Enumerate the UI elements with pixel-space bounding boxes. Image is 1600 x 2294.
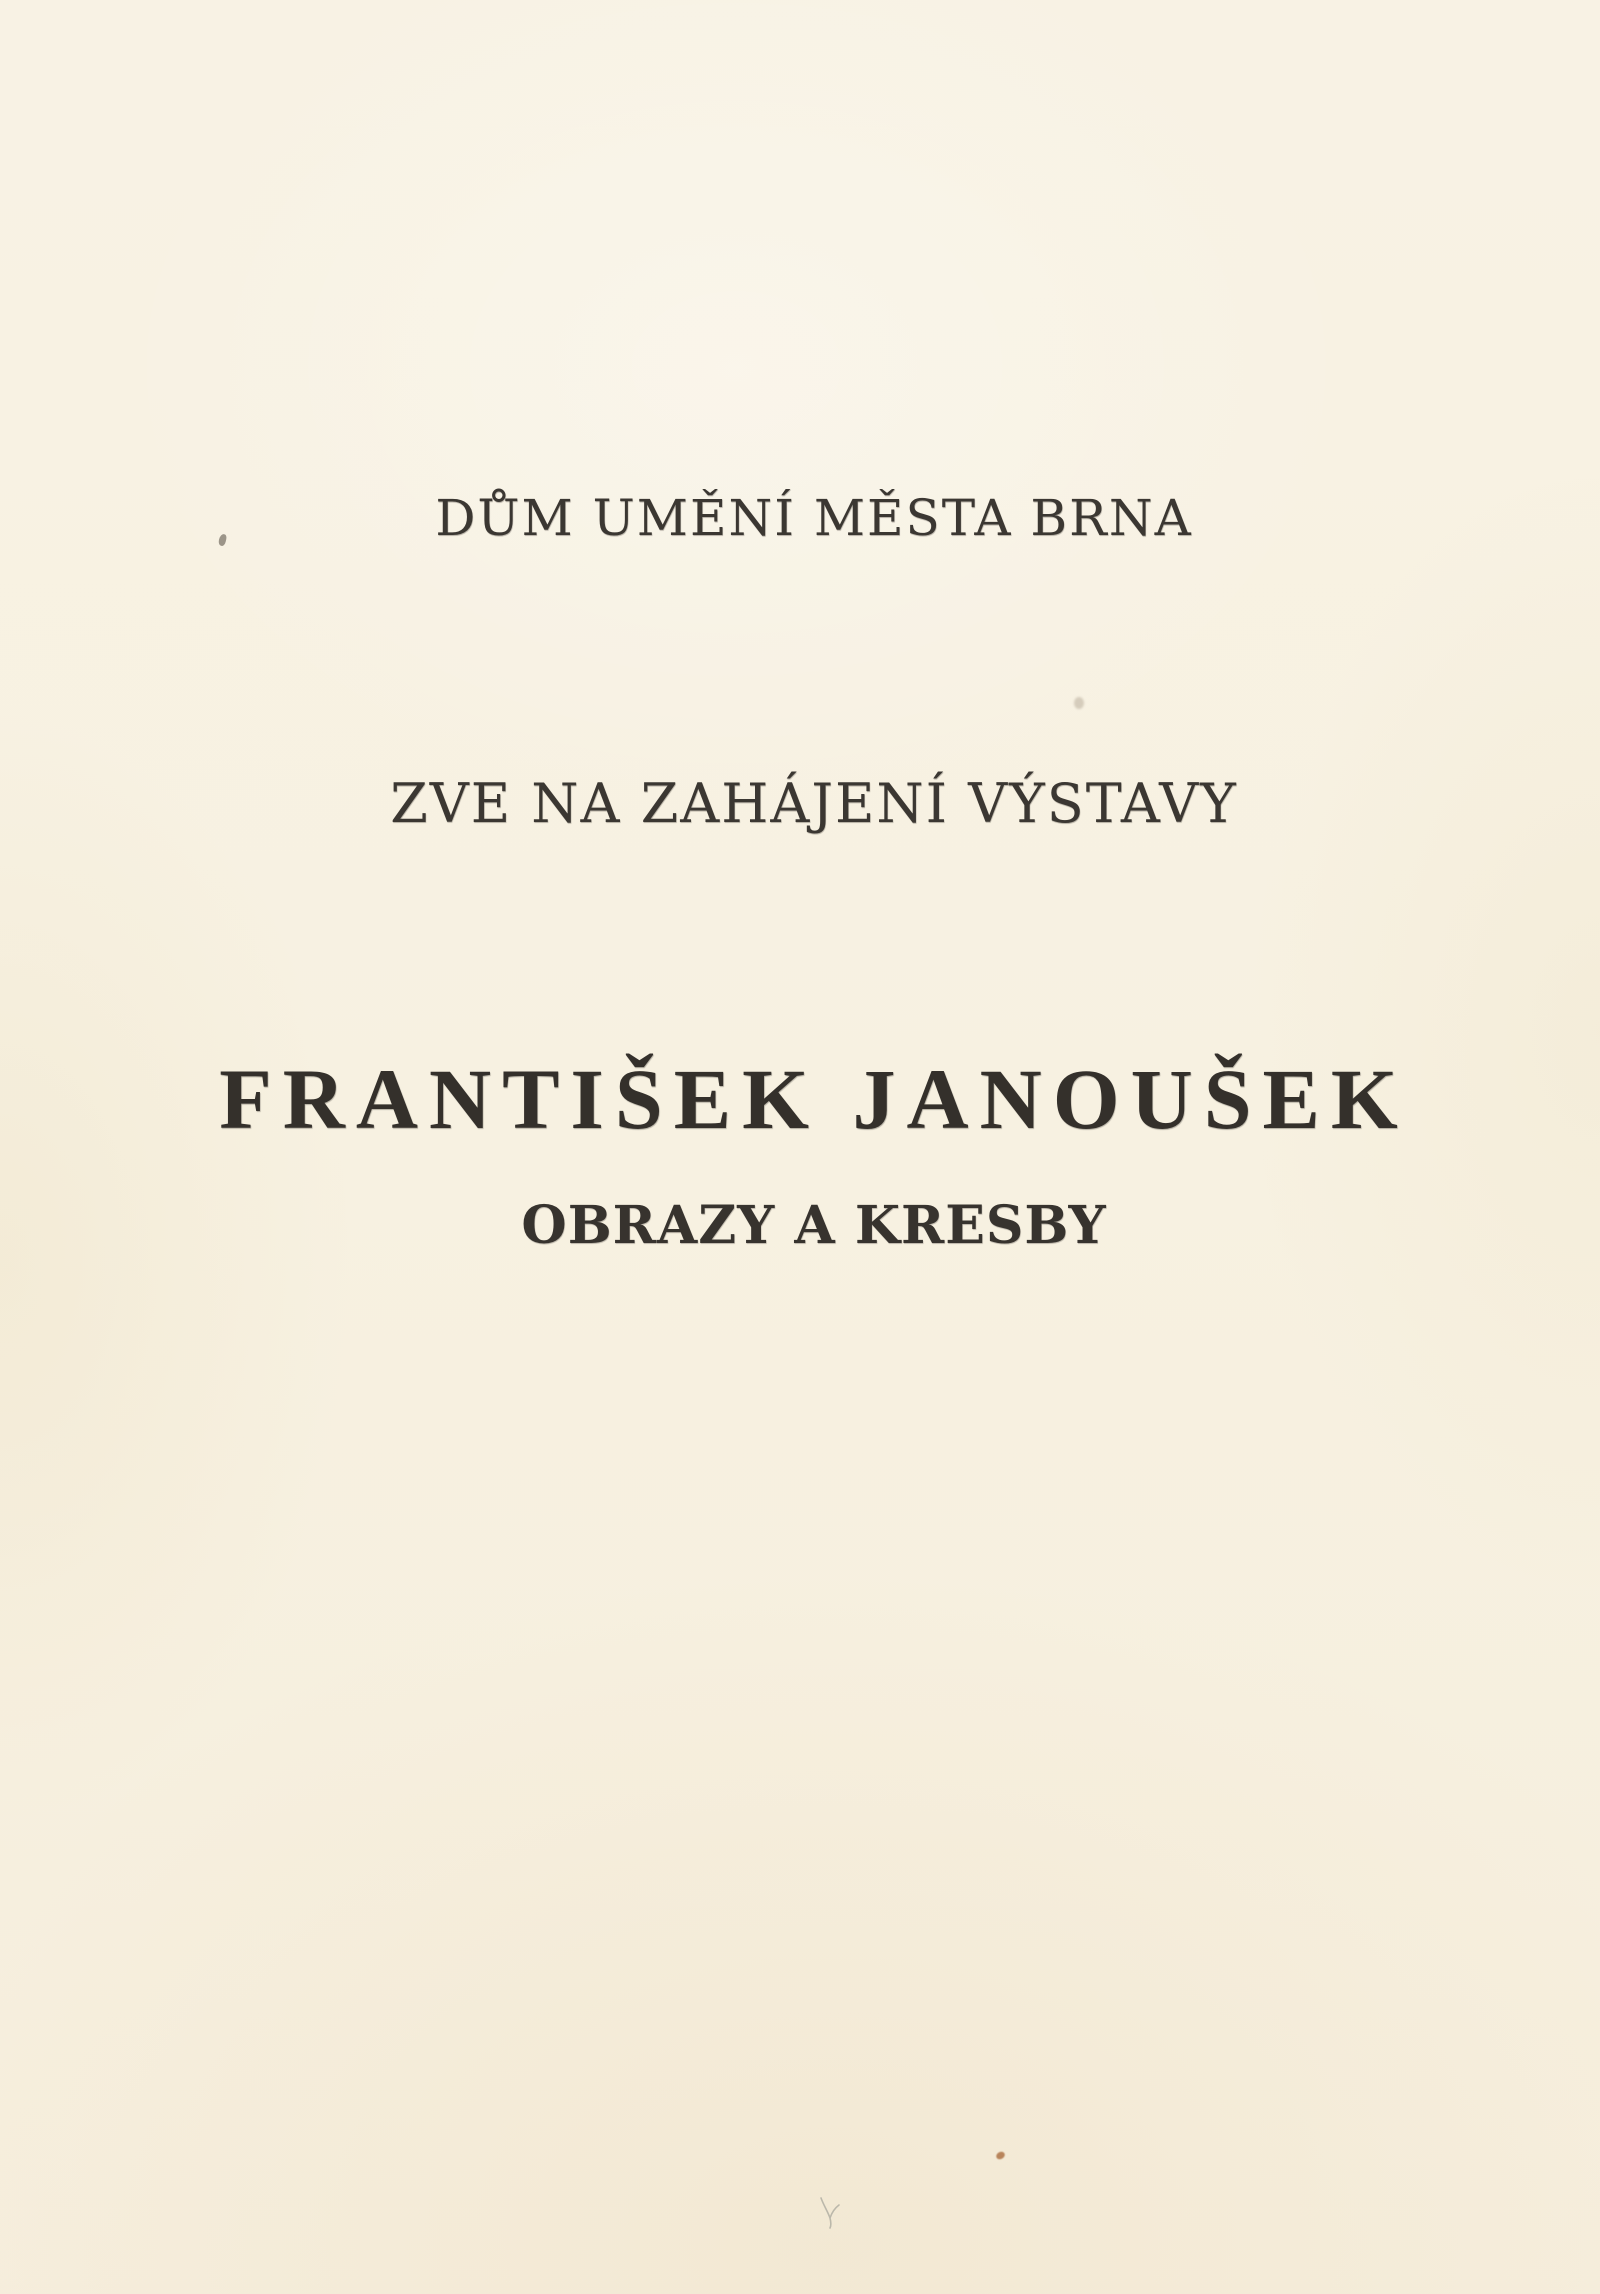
artist-name-title: FRANTIŠEK JANOUŠEK (219, 1051, 1409, 1147)
paper-speck (995, 2150, 1006, 2161)
paper-speck (1074, 697, 1084, 709)
organization-line: DŮM UMĚNÍ MĚSTA BRNA (435, 489, 1193, 547)
exhibition-subtitle: OBRAZY A KRESBY (521, 1195, 1107, 1256)
invitation-line: ZVE NA ZAHÁJENÍ VÝSTAVY (390, 772, 1238, 835)
pencil-mark (818, 2196, 844, 2230)
